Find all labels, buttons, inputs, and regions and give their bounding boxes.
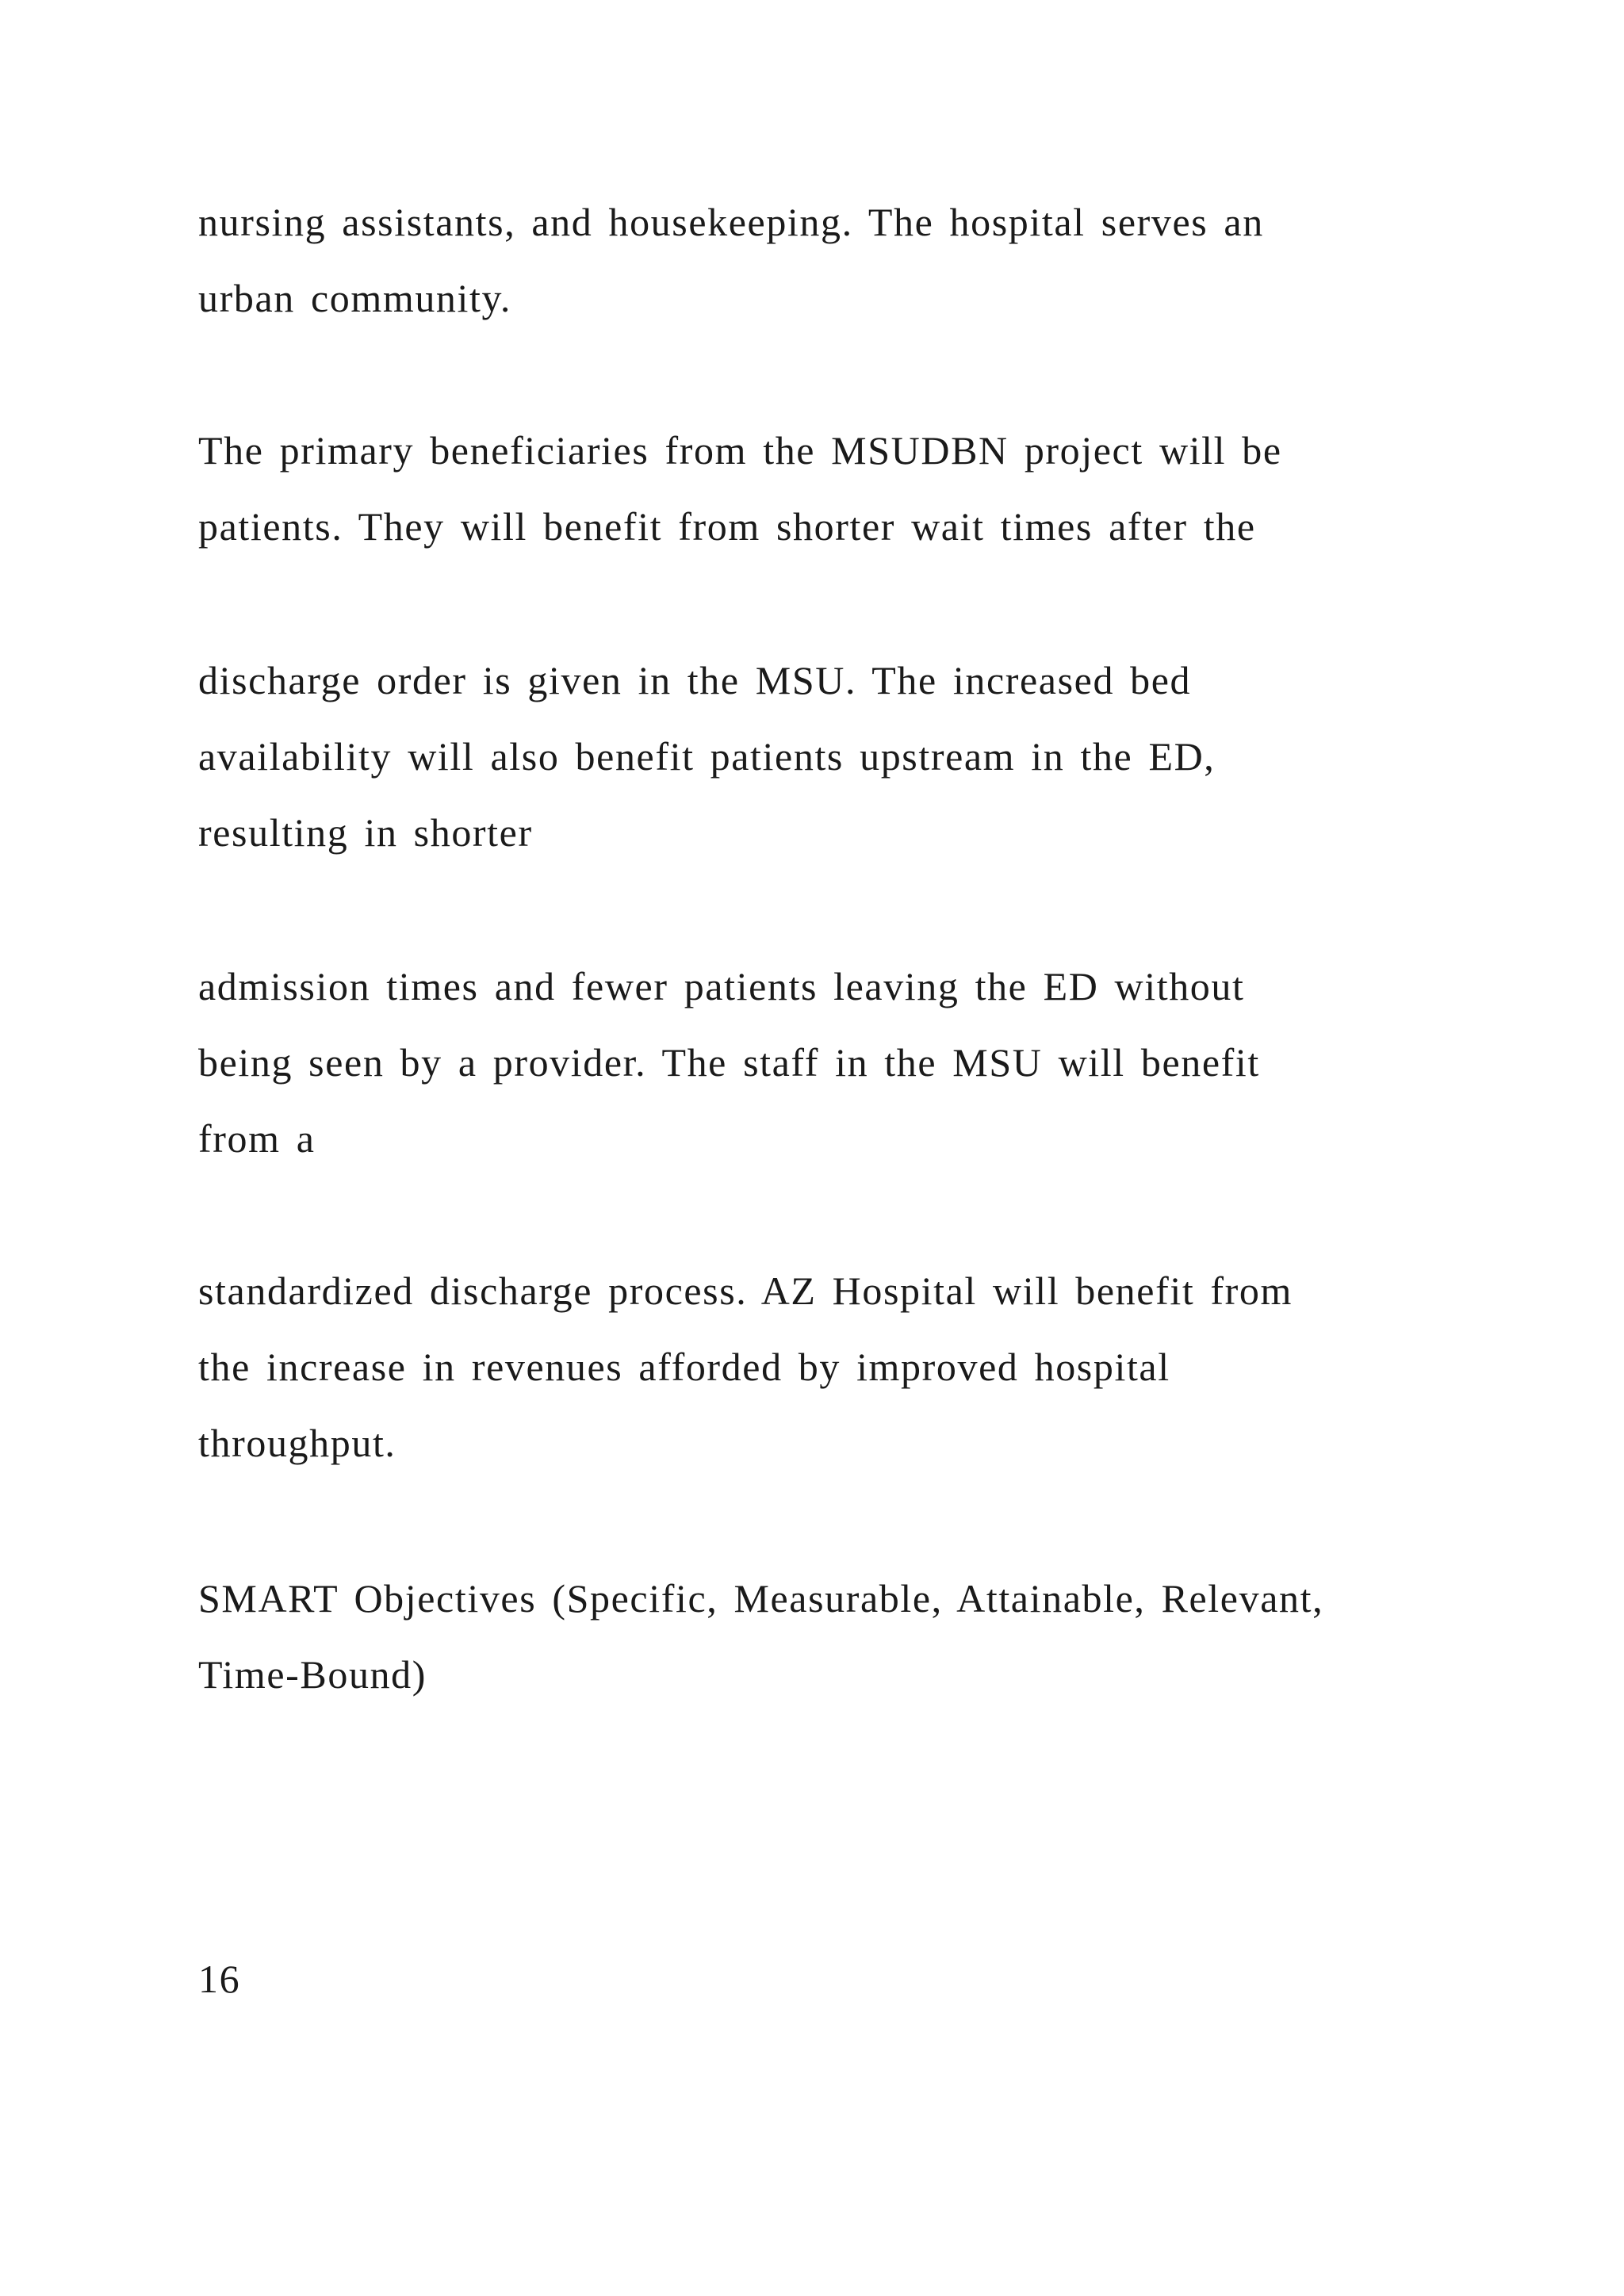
text-line-4: patients. They will benefit from shorter wait times after the [198,504,1256,549]
smart-objectives-heading-line-2: Time-Bound) [198,1652,427,1697]
text-line-12: the increase in revenues afforded by improved hospital [198,1345,1170,1389]
text-line-11: standardized discharge process. AZ Hospital will benefit from [198,1269,1293,1313]
text-line-10: from a [198,1116,316,1161]
page-number: 16 [198,1957,241,2001]
text-line-7: resulting in shorter [198,810,533,855]
smart-objectives-heading-line-1: SMART Objectives (Specific, Measurable, Attainable, Relevant, [198,1576,1324,1621]
text-line-8: admission times and fewer patients leaving the ED without [198,964,1245,1008]
text-line-2: urban community. [198,276,511,320]
text-line-9: being seen by a provider. The staff in the MSU will benefit [198,1040,1260,1085]
text-line-1: nursing assistants, and housekeeping. The hospital serves an [198,200,1264,244]
text-line-3: The primary beneficiaries from the MSUDBN project will be [198,428,1282,473]
text-line-13: throughput. [198,1421,396,1465]
text-line-5: discharge order is given in the MSU. The increased bed [198,658,1192,702]
text-line-6: availability will also benefit patients upstream in the ED, [198,734,1216,779]
